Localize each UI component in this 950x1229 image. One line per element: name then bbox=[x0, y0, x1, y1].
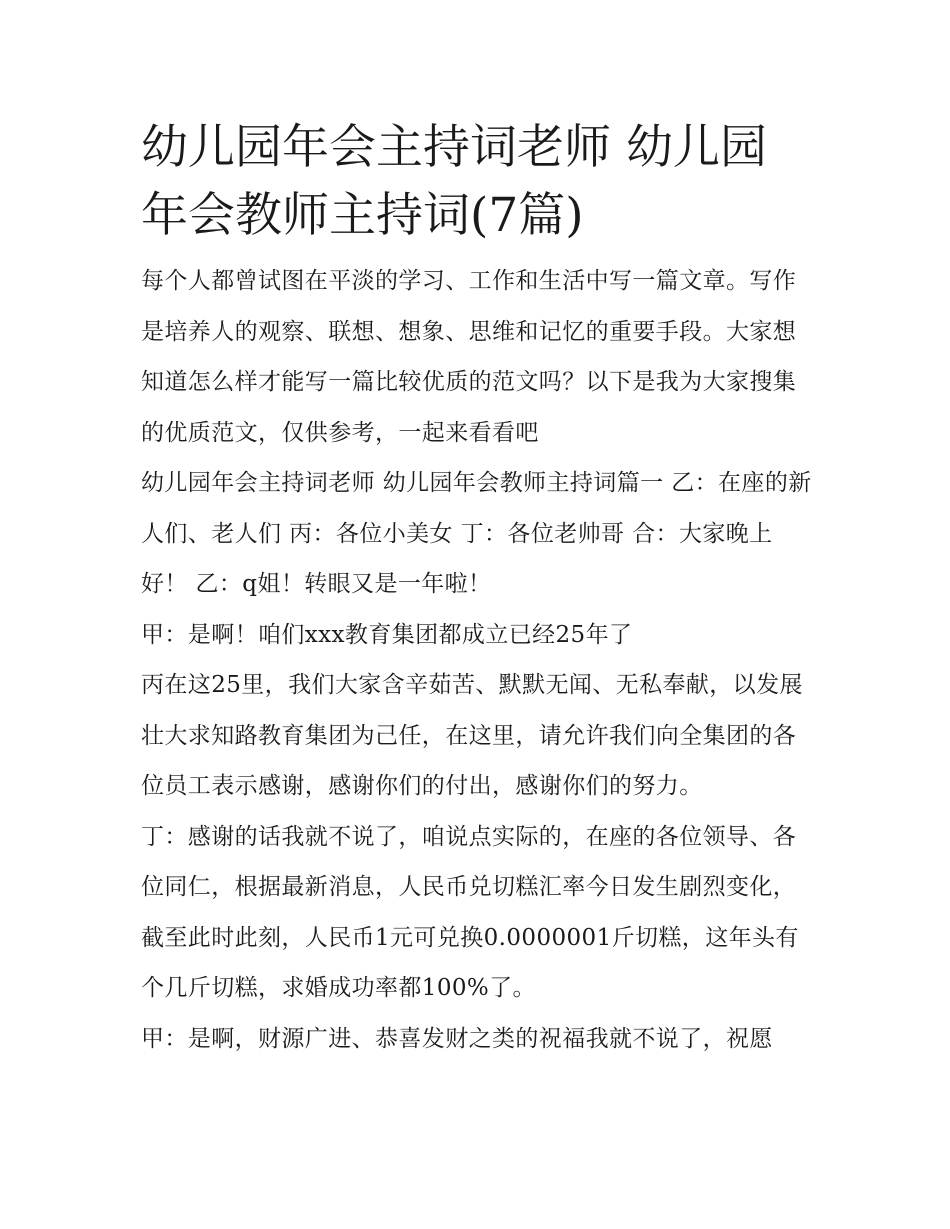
paragraph-intro: 每个人都曾试图在平淡的学习、工作和生活中写一篇文章。写作是培养人的观察、联想、想象、思维和记忆的重要手段。大家想知道怎么样才能写一篇比较优质的范文吗？以下是我为大家搜集的优质范文，仅供参考，一起来看看吧 bbox=[141, 268, 797, 446]
paragraph-script-opening: 幼儿园年会主持词老师 幼儿园年会教师主持词篇一 乙：在座的新人们、老人们 丙：各位小美女 丁：各位老帅哥 合：大家晚上好！ 乙：q姐！转眼又是一年啦！ bbox=[141, 470, 812, 597]
paragraph-jia-line-2: 甲：是啊，财源广进、恭喜发财之类的祝福我就不说了，祝愿 bbox=[141, 1025, 773, 1052]
paragraph-ding-line: 丁：感谢的话我就不说了，咱说点实际的，在座的各位领导、各位同仁，根据最新消息，人民币兑切糕汇率今日发生剧烈变化，截至此时此刻，人民币1元可兑换0.0000001斤切糕，这年头有个几斤切糕，求婚成功率都100%了。 bbox=[141, 823, 799, 1001]
paragraph-bing-line: 丙在这25里，我们大家含辛茹苦、默默无闻、无私奉献，以发展壮大求知路教育集团为己任，在这里，请允许我们向全集团的各位员工表示感谢，感谢你们的付出，感谢你们的努力。 bbox=[141, 672, 803, 799]
document-title: 幼儿园年会主持词老师 幼儿园年会教师主持词(7篇) bbox=[141, 120, 767, 243]
paragraph-jia-line-1: 甲：是啊！咱们xxx教育集团都成立已经25年了 bbox=[141, 621, 633, 648]
document-body bbox=[141, 114, 813, 1064]
